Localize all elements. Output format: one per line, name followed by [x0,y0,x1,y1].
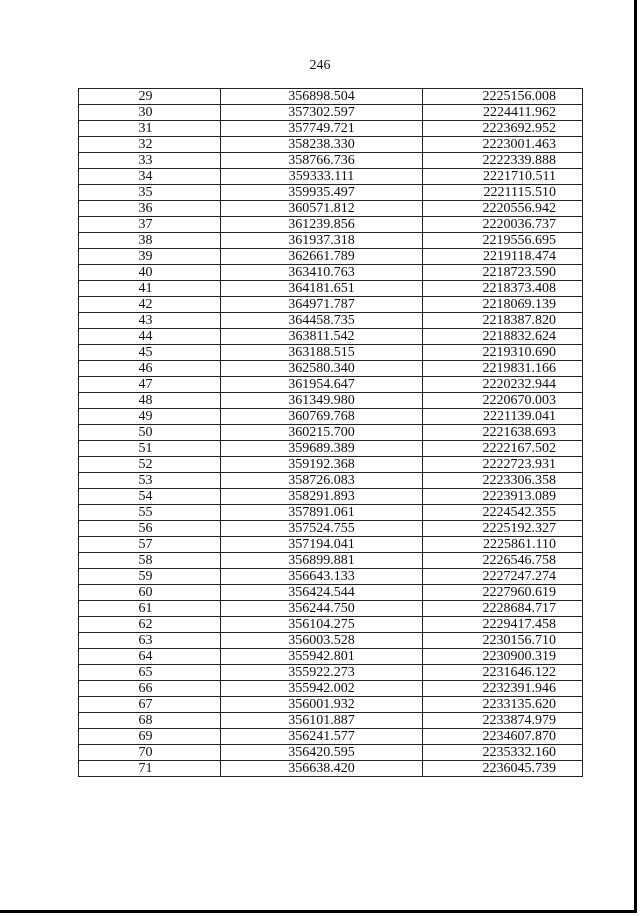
x-coordinate-cell: 356003.528 [221,633,423,649]
x-coordinate-cell: 364181.651 [221,281,423,297]
y-coordinate-cell: 2220556.942 [423,201,583,217]
y-coordinate-cell: 2234607.870 [423,729,583,745]
table-row [79,217,583,233]
x-coordinate-cell: 359192.368 [221,457,423,473]
table-row [79,121,583,137]
y-coordinate-cell: 2221139.041 [423,409,583,425]
table-row [79,633,583,649]
table-row [79,473,583,489]
table-row [79,665,583,681]
x-coordinate-cell: 355942.801 [221,649,423,665]
table-row [79,377,583,393]
x-coordinate-cell: 356244.750 [221,601,423,617]
y-coordinate-cell: 2219310.690 [423,345,583,361]
point-number-cell: 46 [79,361,221,377]
y-coordinate-cell: 2219118.474 [423,249,583,265]
point-number-cell: 49 [79,409,221,425]
point-number-cell: 32 [79,137,221,153]
point-number-cell: 37 [79,217,221,233]
table-row [79,585,583,601]
point-number-cell: 67 [79,697,221,713]
table-row [79,249,583,265]
point-number-cell: 60 [79,585,221,601]
x-coordinate-cell: 356898.504 [221,89,423,105]
x-coordinate-cell: 357749.721 [221,121,423,137]
y-coordinate-cell: 2224542.355 [423,505,583,521]
y-coordinate-cell: 2218387.820 [423,313,583,329]
y-coordinate-cell: 2223692.952 [423,121,583,137]
table-row [79,361,583,377]
y-coordinate-cell: 2219831.166 [423,361,583,377]
x-coordinate-cell: 363811.542 [221,329,423,345]
y-coordinate-cell: 2218373.408 [423,281,583,297]
y-coordinate-cell: 2220670.003 [423,393,583,409]
x-coordinate-cell: 358291.893 [221,489,423,505]
table-row [79,441,583,457]
table-row [79,265,583,281]
point-number-cell: 36 [79,201,221,217]
x-coordinate-cell: 361349.980 [221,393,423,409]
x-coordinate-cell: 360571.812 [221,201,423,217]
y-coordinate-cell: 2225192.327 [423,521,583,537]
point-number-cell: 30 [79,105,221,121]
point-number-cell: 51 [79,441,221,457]
y-coordinate-cell: 2230156.710 [423,633,583,649]
point-number-cell: 57 [79,537,221,553]
x-coordinate-cell: 363188.515 [221,345,423,361]
x-coordinate-cell: 357524.755 [221,521,423,537]
point-number-cell: 47 [79,377,221,393]
point-number-cell: 35 [79,185,221,201]
x-coordinate-cell: 362580.340 [221,361,423,377]
point-number-cell: 34 [79,169,221,185]
x-coordinate-cell: 361954.647 [221,377,423,393]
y-coordinate-cell: 2222167.502 [423,441,583,457]
point-number-cell: 65 [79,665,221,681]
point-number-cell: 29 [79,89,221,105]
y-coordinate-cell: 2230900.319 [423,649,583,665]
point-number-cell: 66 [79,681,221,697]
table-row [79,233,583,249]
y-coordinate-cell: 2221638.693 [423,425,583,441]
y-coordinate-cell: 2223306.358 [423,473,583,489]
x-coordinate-cell: 356420.595 [221,745,423,761]
y-coordinate-cell: 2229417.458 [423,617,583,633]
point-number-cell: 39 [79,249,221,265]
point-number-cell: 40 [79,265,221,281]
table-row [79,89,583,105]
table-row [79,153,583,169]
coordinate-table [78,88,583,777]
point-number-cell: 61 [79,601,221,617]
x-coordinate-cell: 358766.736 [221,153,423,169]
point-number-cell: 56 [79,521,221,537]
table-row [79,313,583,329]
x-coordinate-cell: 359935.497 [221,185,423,201]
table-row [79,409,583,425]
x-coordinate-cell: 358726.083 [221,473,423,489]
y-coordinate-cell: 2222339.888 [423,153,583,169]
point-number-cell: 33 [79,153,221,169]
y-coordinate-cell: 2218832.624 [423,329,583,345]
y-coordinate-cell: 2228684.717 [423,601,583,617]
y-coordinate-cell: 2223001.463 [423,137,583,153]
x-coordinate-cell: 360215.700 [221,425,423,441]
y-coordinate-cell: 2220036.737 [423,217,583,233]
table-row [79,505,583,521]
point-number-cell: 42 [79,297,221,313]
table-row [79,425,583,441]
y-coordinate-cell: 2235332.160 [423,745,583,761]
x-coordinate-cell: 357891.061 [221,505,423,521]
x-coordinate-cell: 364971.787 [221,297,423,313]
point-number-cell: 69 [79,729,221,745]
x-coordinate-cell: 356424.544 [221,585,423,601]
point-number-cell: 68 [79,713,221,729]
table-row [79,713,583,729]
y-coordinate-cell: 2226546.758 [423,553,583,569]
x-coordinate-cell: 355942.002 [221,681,423,697]
table-row [79,281,583,297]
point-number-cell: 43 [79,313,221,329]
point-number-cell: 71 [79,761,221,777]
point-number-cell: 48 [79,393,221,409]
y-coordinate-cell: 2219556.695 [423,233,583,249]
y-coordinate-cell: 2233135.620 [423,697,583,713]
point-number-cell: 55 [79,505,221,521]
table-row [79,201,583,217]
point-number-cell: 44 [79,329,221,345]
coordinate-table-body [79,89,583,777]
table-row [79,553,583,569]
y-coordinate-cell: 2233874.979 [423,713,583,729]
y-coordinate-cell: 2221710.511 [423,169,583,185]
table-row [79,745,583,761]
point-number-cell: 59 [79,569,221,585]
x-coordinate-cell: 357302.597 [221,105,423,121]
x-coordinate-cell: 356101.887 [221,713,423,729]
point-number-cell: 70 [79,745,221,761]
point-number-cell: 41 [79,281,221,297]
point-number-cell: 38 [79,233,221,249]
table-row [79,137,583,153]
point-number-cell: 54 [79,489,221,505]
table-row [79,185,583,201]
x-coordinate-cell: 360769.768 [221,409,423,425]
table-row [79,617,583,633]
x-coordinate-cell: 357194.041 [221,537,423,553]
table-row [79,345,583,361]
y-coordinate-cell: 2223913.089 [423,489,583,505]
page-number: 246 [309,58,331,73]
point-number-cell: 58 [79,553,221,569]
table-row [79,169,583,185]
y-coordinate-cell: 2221115.510 [423,185,583,201]
x-coordinate-cell: 356104.275 [221,617,423,633]
table-row [79,569,583,585]
x-coordinate-cell: 359689.389 [221,441,423,457]
y-coordinate-cell: 2220232.944 [423,377,583,393]
point-number-cell: 31 [79,121,221,137]
x-coordinate-cell: 361239.856 [221,217,423,233]
point-number-cell: 50 [79,425,221,441]
x-coordinate-cell: 363410.763 [221,265,423,281]
table-row [79,105,583,121]
y-coordinate-cell: 2231646.122 [423,665,583,681]
table-row [79,681,583,697]
y-coordinate-cell: 2218069.139 [423,297,583,313]
table-row [79,521,583,537]
x-coordinate-cell: 356241.577 [221,729,423,745]
x-coordinate-cell: 355922.273 [221,665,423,681]
table-row [79,729,583,745]
table-row [79,329,583,345]
y-coordinate-cell: 2225861.110 [423,537,583,553]
table-row [79,489,583,505]
table-row [79,457,583,473]
point-number-cell: 52 [79,457,221,473]
x-coordinate-cell: 356899.881 [221,553,423,569]
point-number-cell: 45 [79,345,221,361]
table-row [79,393,583,409]
y-coordinate-cell: 2225156.008 [423,89,583,105]
x-coordinate-cell: 356638.420 [221,761,423,777]
table-row [79,649,583,665]
x-coordinate-cell: 356001.932 [221,697,423,713]
x-coordinate-cell: 361937.318 [221,233,423,249]
x-coordinate-cell: 364458.735 [221,313,423,329]
x-coordinate-cell: 356643.133 [221,569,423,585]
x-coordinate-cell: 358238.330 [221,137,423,153]
table-row [79,697,583,713]
y-coordinate-cell: 2218723.590 [423,265,583,281]
point-number-cell: 62 [79,617,221,633]
x-coordinate-cell: 362661.789 [221,249,423,265]
y-coordinate-cell: 2232391.946 [423,681,583,697]
table-row [79,537,583,553]
table-row [79,601,583,617]
y-coordinate-cell: 2227247.274 [423,569,583,585]
point-number-cell: 63 [79,633,221,649]
y-coordinate-cell: 2224411.962 [423,105,583,121]
table-row [79,761,583,777]
table-row [79,297,583,313]
y-coordinate-cell: 2222723.931 [423,457,583,473]
y-coordinate-cell: 2227960.619 [423,585,583,601]
point-number-cell: 64 [79,649,221,665]
x-coordinate-cell: 359333.111 [221,169,423,185]
point-number-cell: 53 [79,473,221,489]
y-coordinate-cell: 2236045.739 [423,761,583,777]
